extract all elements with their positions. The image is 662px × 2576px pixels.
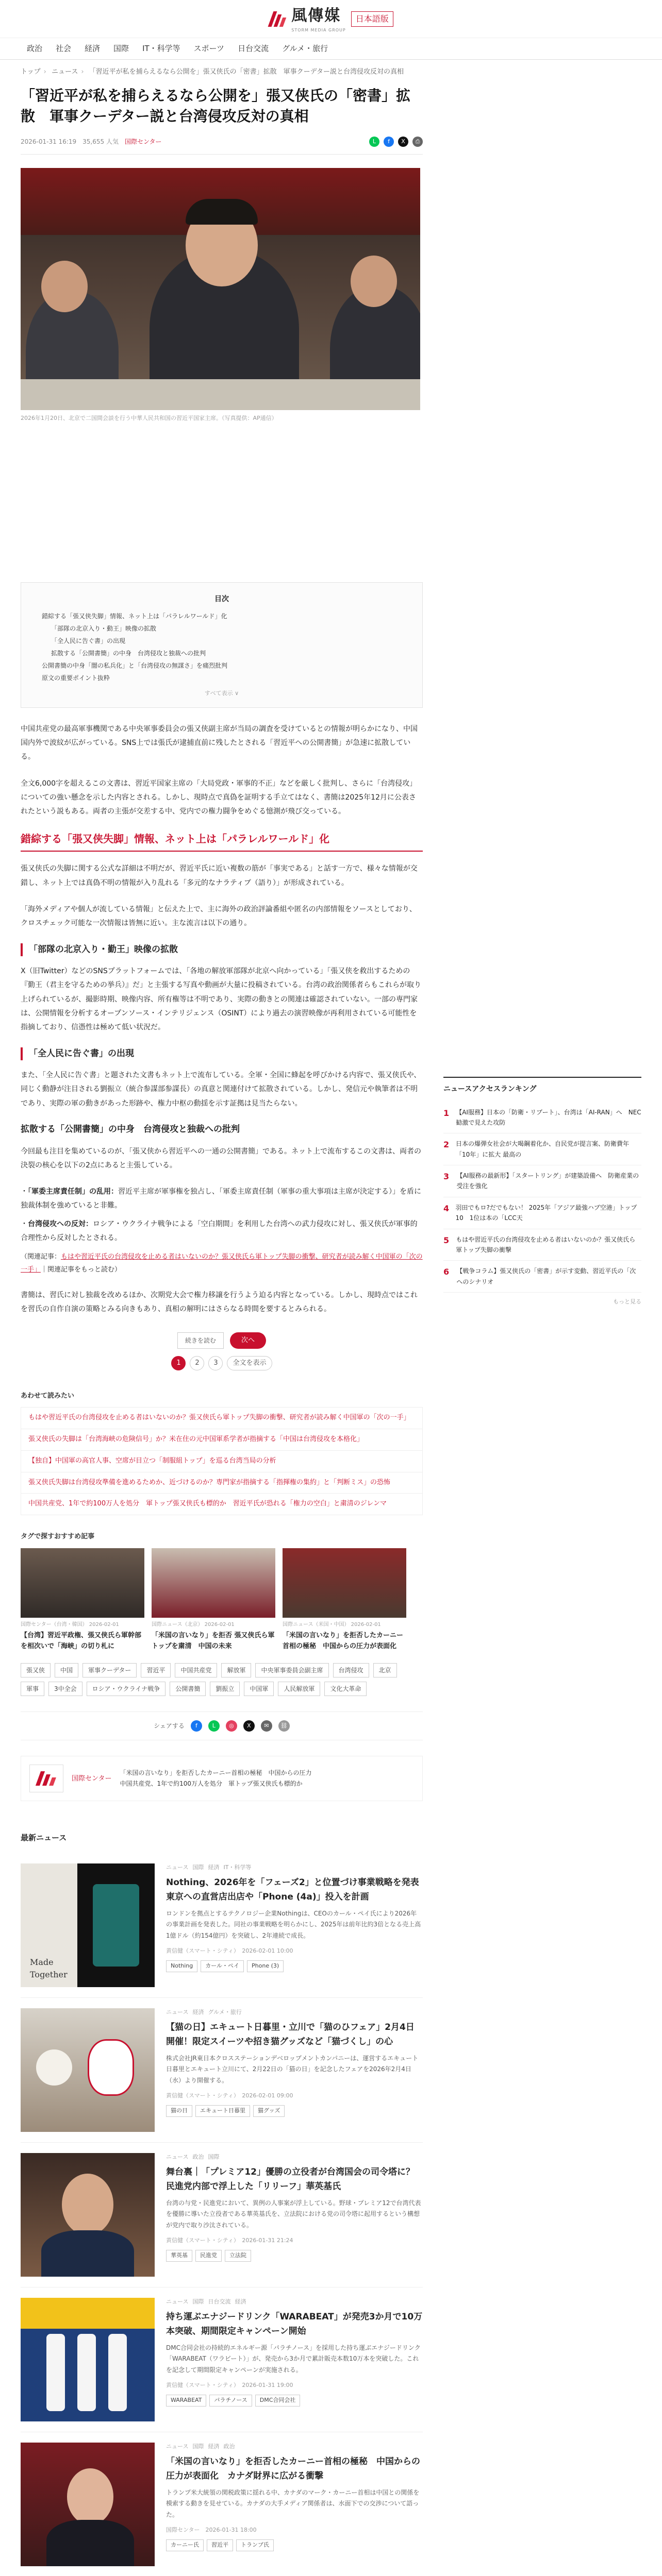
ranking-more-link[interactable]: もっと見る [613,1298,641,1306]
news-categories [166,2008,423,2017]
nav-item[interactable]: 社会 [56,44,72,54]
ranking-item[interactable]: 3 【AI服務の最新形】「スタートリング」が建築設備へ 防衛産業の受注を強化 [443,1165,641,1197]
ranking-text: 【AI服務】日本の「防衛・リブート」、台湾は「AI-RAN」へ NEC勧激で見えた攻防 [456,1108,641,1126]
news-tag[interactable]: Nothing [166,1960,197,1972]
author-box [21,1756,423,1801]
continue-row [21,1332,423,1349]
tag-feature-card[interactable] [283,1548,406,1652]
news-thumbnail [21,2153,155,2277]
nav-item[interactable]: IT・科学等 [142,44,180,54]
latest-news-label: 最新ニュース [21,1833,67,1843]
news-title[interactable]: Nothing、2026年を「フェーズ2」と位置づけ事業戦略を発表 東京への直営店出店や「Phone (4a)」投入を計画 [166,1877,428,1902]
tag[interactable]: 解放軍 [221,1663,251,1677]
card-title: 「米国の言いなり」を拒否 張又侠氏ら軍トップを粛清 中国の未来 [152,1631,275,1650]
article-paragraph: X（旧Twitter）などのSNSプラットフォームでは、「各地の解放軍部隊が北京へ向かっている」「張又侠を救出するための『勤王（君主を守るための挙兵）』だ」と主張する写真や動画が大量に投稿されている。台湾の政治関係者らもこれらが取り上げられているが、撮影時期、映像内容、所有権等は不明であり、実際の動きとの関連は確認されていない。一部の専門家は、公開情報を分析するオープンソース・インテリジェンス（OSINT）により過去の演習映像が再利用されている可能性を指摘しており、信憑性は極めて低い状況だ。 [21,967,421,1032]
article-paragraph: 書簡は、習氏に対し独裁を改めるほか、次期党大会で権力移譲を行うよう迫る内容となっている。しかし、現時点ではこれを習氏の自作自演の策略とみる向きもあり、真相の解明にはさらなる時間を要するとみられる。 [21,1291,418,1314]
link-copy-icon[interactable]: ⛓ [278,1720,290,1732]
news-categories [166,2153,423,2162]
news-summary: ロンドンを拠点とするテクノロジー企業Nothingは、CEOのカール・ペイ氏により2026年の事業計画を発表した。同社の事業戦略を明らかにし、2025年は前年比約3倍となる売上高1億ドル（約154億円）を突破し、2年連続で成長。 [166,1909,421,1939]
logo-subtext: STORM MEDIA GROUP [291,28,346,32]
tag-feature-cards [21,1548,423,1652]
card-category: 国際ニュース（米国・中国） 2026-02-01 [283,1621,381,1628]
tag-feature-label: タグで探すおすすめ記事 [21,1533,95,1541]
card-category: 国際センター（台湾・韓国） 2026-02-01 [21,1621,119,1628]
tag[interactable]: 張又侠 [21,1663,51,1677]
nav-item[interactable]: 国際 [113,44,129,54]
facebook-share-icon[interactable]: f [191,1720,202,1732]
news-category[interactable]: 経済 [192,2008,204,2015]
article-paragraph: また、「全人民に告ぐ書」と題された文書もネット上で流布している。全軍・全国に蜂起を呼びかける内容で、張又侠氏や、同じく動静が注目される劉振立（統合参謀部参謀長）の真意と関連付けて拡散されている。しかし、発信元や執筆者は不明であり、実際の軍の動きがあった形跡や、権力中枢の動揺を示す証拠は見当たらない。 [21,1071,421,1108]
article-views: 35,655 人気 [82,138,119,145]
tag[interactable]: 北京 [373,1663,397,1677]
news-meta: 黄信健（スマート・シティ） 2026-01-31 19:00 [166,2381,293,2388]
tag[interactable]: 劉振立 [210,1682,240,1696]
news-thumbnail: Made Together [21,1863,155,1987]
news-item[interactable] [21,1853,428,1998]
email-share-icon[interactable]: ✉ [261,1720,272,1732]
news-category[interactable]: ニュース [166,2298,189,2305]
bullet-item: ・「軍委主席責任制」の乱用：習近平主席が軍事権を独占し、「軍委主席責任制（軍事の重大事項は主席が決定する）」を盾に独裁体制を強めていると非難。 [21,1188,421,1210]
news-title[interactable]: 【猫の日】エキュート日暮里・立川で「猫のひフェア」2月4日開催！限定スイーツや招き猫グッズなど「猫づくし」の心 [166,2022,415,2047]
news-category[interactable]: グルメ・旅行 [208,2008,242,2015]
news-category[interactable]: ニュース [166,1863,189,1871]
hero-caption: 2026年1月20日、北京で二国間会談を行う中華人民共和国の習近平国家主席。（写真提供：AP通信） [21,414,277,421]
news-tag[interactable]: 民進党 [195,2250,222,2262]
tag[interactable]: 軍事 [21,1682,44,1696]
tag[interactable]: 文化大革命 [324,1682,367,1696]
breadcrumb-news[interactable]: ニュース [51,68,78,76]
bullet-body: 習近平主席が軍事権を独占し、「軍委主席責任制（軍事の重大事項は主席が決定する）」を盾に独裁体制を強めていると非難。 [21,1188,421,1210]
sidebar [443,77,641,2576]
news-category[interactable]: ニュース [166,2443,189,2450]
related-item[interactable]: 中国共産党、1年で約100万人を処分 軍トップ張又侠氏も標的か 習近平氏が恐れる「権力の空白」と粛清のジレンマ [28,1500,387,1508]
continue-label: 続きを読む [177,1332,224,1349]
card-category: 国際ニュース（北京） 2026-02-01 [152,1621,235,1628]
ranking-title: ニュースアクセスランキング [443,1084,537,1093]
toc-show-all[interactable]: すべて表示 ∨ [204,690,239,697]
show-all-pages-link[interactable]: 全文を表示 [227,1356,272,1370]
related-item[interactable]: もはや習近平氏の台湾侵攻を止める者はいないのか？張又侠氏ら軍トップ失脚の衝撃、研究者が読み解く中国軍の「次の一手」 [21,1408,422,1429]
news-meta: 黄信健（スマート・シティ） 2026-02-01 09:00 [166,2092,293,2099]
news-tag[interactable]: WARABEAT [166,2395,206,2406]
line-share-icon[interactable]: L [369,137,379,147]
toc-item[interactable]: 「部隊の北京入り・動王」映像の拡散 [51,625,157,633]
article-paragraph: 全文6,000字を超えるこの文書は、習近平国家主席の「大局党政・軍事的不正」などを厳しく批判し、さらに「台湾侵攻」についての強い懸念を示した内容とされる。しかし、現時点で真偽を証明する手立てはなく、書簡は2025年12月に公表されたという説もある。両者の主張が交差する中、党内での権力闘争をめぐる憶測が飛び交っている。 [21,779,417,816]
ad-space [21,422,423,582]
news-tag[interactable]: Phone (3) [247,1960,284,1972]
bullet-item: ・台湾侵攻への反対：ロシア・ウクライナ戦争による「空白期間」を利用した台湾への武力侵攻に対し、張又侠氏が軍事的合理性から反対したとされる。 [21,1220,418,1242]
breadcrumb-current: 「習近平が私を捕らえるなら公開を」張又侠氏の「密書」拡散 軍事クーデター説と台湾侵攻反対の真相 [89,68,404,76]
card-thumbnail [152,1548,275,1618]
breadcrumb: トップ › ニュース › 「習近平が私を捕らえるなら公開を」張又侠氏の「密書」拡散 軍事クーデター説と台湾侵攻反対の真相 [21,68,404,76]
news-tag[interactable]: DMC合同会社 [255,2395,301,2406]
toc-item[interactable]: 錯綜する「張又侠失脚」情報、ネット上は「パラレルワールド」化 [42,613,227,620]
news-tag[interactable]: 華英基 [166,2250,192,2262]
inline-related-label: （関連記事： [21,1252,61,1261]
news-summary: 株式会社JR東日本クロスステーションデベロップメントカンパニーは、運営するエキュート日暮里とエキュート立川にて、2月22日の「猫の日」を記念したフェアを2026年2月4日（水）より開催する。 [166,2054,419,2084]
news-summary: 台湾の与党・民進党において、異例の人事案が浮上している。野球・プレミア12で台湾代表を優勝に導いた立役者である華英基氏を、立法院における党の司令塔に起用するという構想が党内で取り沙汰されている。 [166,2199,421,2229]
toc-item[interactable]: 拡散する「公開書簡」の中身 台湾侵攻と独裁への批判 [51,650,206,657]
tag[interactable]: 台湾侵攻 [333,1663,369,1677]
news-tag[interactable]: 猫の日 [166,2105,192,2117]
ranking-text: 【AI服務の最新形】「スタートリング」が建築設備へ 防衛産業の受注を強化 [456,1172,639,1190]
news-title[interactable]: 持ち運ぶエナジードリンク「WARABEAT」が発売3か月で10万本突破、期間限定キャンペーン開始 [166,2312,423,2336]
hero-image [21,168,420,410]
toc-item[interactable]: 原文の重要ポイント抜粋 [42,674,110,682]
subsection-heading: 「全人民に告ぐ書」の出現 [21,1047,423,1061]
card-title: 【台湾】習近平政権、張又侠氏ら軍幹部を相次いで「海峡」の切り札に [21,1631,142,1650]
tag[interactable]: 中国 [55,1663,78,1677]
news-tags [166,2395,423,2406]
news-item[interactable] [21,1998,423,2143]
news-title[interactable]: 「米国の言いなり」を拒否したカーニー首相の極秘 中国からの圧力が表面化 カナダ財界に広がる衝撃 [166,2456,420,2481]
next-page-button[interactable]: 次へ [230,1332,266,1349]
author-logo-icon [29,1765,63,1792]
nav-item[interactable]: グルメ・旅行 [282,44,328,54]
news-meta: 国際センター 2026-01-31 18:00 [166,2526,257,2533]
news-tags [166,2539,423,2551]
edition-badge: 日本語版 [351,11,393,27]
bullet-list [21,1185,423,1245]
ranking-item[interactable]: 6 【戦争コラム】張又侠氏の「密書」が示す変動、習近平氏の「次へのシナリオ [443,1261,641,1293]
news-thumbnail [21,2008,155,2132]
author-name-link[interactable]: 国際センター [72,1774,112,1783]
news-meta: 黄信健（スマート・シティ） 2026-01-31 21:24 [166,2236,293,2244]
toc-item[interactable]: 「全人民に告ぐ書」の出現 [51,637,126,645]
tag[interactable]: 公開書簡 [170,1682,206,1696]
card-thumbnail [283,1548,406,1618]
subsection-heading: 「部隊の北京入り・勤王」映像の拡散 [21,943,423,957]
logo-text: 風傳媒 [291,7,341,25]
related-label: あわせて読みたい [21,1392,75,1400]
facebook-share-icon[interactable]: f [384,137,394,147]
page-link[interactable]: 1 [171,1356,186,1370]
nav-item[interactable]: 政治 [27,44,43,54]
news-meta: 黄信健（スマート・シティ） 2026-02-01 10:00 [166,1947,293,1954]
page-link[interactable]: 2 [190,1356,204,1370]
news-category[interactable]: 国際 [208,2153,220,2160]
news-summary: DMC合同会社の持続的エネルギー源「パラチノース」を採用した持ち運ぶエナジードリンク「WARABEAT（ワラビート）」が、発売から3か月で累計販売本数10万本を突破した。これを記念して期間限定キャンペーンが実施される。 [166,2344,421,2374]
related-item[interactable]: 張又侠氏の失脚は「台湾海峡の危険信号」か？米在住の元中国軍系学者が指摘する「中国は台湾侵攻を本格化」 [21,1429,422,1451]
table-of-contents [21,582,423,708]
news-tag[interactable]: 猫グッズ [253,2105,285,2117]
main-nav [0,38,662,60]
news-tag[interactable]: パラチノース [209,2395,252,2406]
news-summary: トランプ米大統領の関税政策に揺れる中、カナダのマーク・カーニー首相は中国との関係を模索する動きを見せている。カナダの大手メディア関係者は、水面下での交渉について語った。 [166,2488,420,2518]
site-header [0,0,662,38]
ranking-widget [443,1077,641,1307]
author-article-link[interactable]: 中国共産党、1年で約100万人を処分 軍トップ張又侠氏も標的か [120,1780,303,1788]
news-tag[interactable]: カーニー氏 [166,2539,204,2551]
ranking-item[interactable]: 5 もはや習近平氏の台湾侵攻を止める者はいないのか？張又侠氏ら軍トップ失脚の衝撃 [443,1229,641,1261]
ranking-item[interactable]: 1 【AI服務】日本の「防衛・リブート」、台湾は「AI-RAN」へ NEC勧激で見えた攻防 [443,1102,641,1134]
tag-list [21,1663,423,1696]
toc-title: 目次 [214,595,229,604]
section-heading: 錯綜する「張又侠失脚」情報、ネット上は「パラレルワールド」化 [21,831,423,852]
nav-item[interactable]: 経済 [85,44,101,54]
article-paragraph: 中国共産党の最高軍事機関である中央軍事委員会の張又侠副主席が当局の調査を受けているとの情報が明らかになり、中国国内外で波紋が広がっている。SNS上では張氏が逮捕直前に残したとされる「習近平への公開書簡」が急速に拡散している。 [21,724,418,761]
related-list [21,1407,423,1515]
nav-item[interactable]: 日台交流 [238,44,269,54]
news-tag[interactable]: 立法院 [225,2250,251,2262]
author-article-link[interactable]: 「米国の言いなり」を拒否したカーニー首相の極秘 中国からの圧力 [120,1769,312,1776]
line-share-icon[interactable]: L [208,1720,220,1732]
news-category[interactable]: 国際 [192,2298,204,2305]
site-logo[interactable] [269,4,393,33]
tag[interactable]: ロシア・ウクライナ戦争 [87,1682,166,1696]
card-thumbnail [21,1548,144,1618]
article-title: 「習近平が私を捕らえるなら公開を」張又侠氏の「密書」拡散 軍事クーデター説と台湾侵攻反対の真相 [21,87,411,125]
article-paragraph: 今回最も注目を集めているのが、「張又侠から習近平への一通の公開書簡」である。ネット上で流布するこの文書は、両者の決裂の核心を以下の2点にあると主張している。 [21,1147,421,1170]
subsection-heading: 拡散する「公開書簡」の中身 台湾侵攻と独裁への批判 [21,1124,240,1135]
logo-mark-icon [269,10,286,28]
news-tag[interactable]: 習近平 [207,2539,233,2551]
news-category[interactable]: ニュース [166,2153,189,2160]
news-category[interactable]: 政治 [223,2443,235,2450]
inline-related-link[interactable]: もはや習近平氏の台湾侵攻を止める者はいないのか？張又侠氏ら軍トップ失脚の衝撃、研究者が読み解く中国軍の「次の一手」 [21,1252,423,1274]
news-category[interactable]: 国際 [192,1863,204,1871]
pagination [21,1356,423,1370]
x-share-icon[interactable]: X [243,1720,255,1732]
nav-item[interactable]: スポーツ [193,44,225,54]
news-category[interactable]: 経済 [208,1863,220,1871]
instagram-share-icon[interactable]: ◎ [226,1720,237,1732]
x-share-icon[interactable]: X [398,137,408,147]
ranking-item[interactable]: 2 日本の爆弾女社会が大喝鋼着化か、自民党が提言案、防衛費年「10年」に拡大 最高の [443,1133,641,1165]
ranking-text: もはや習近平氏の台湾侵攻を止める者はいないのか？張又侠氏ら軍トップ失脚の衝撃 [456,1235,636,1254]
article-paragraph: 「海外メディアや個人が流している情報」と伝えた上で、主に海外の政治評論番組や匿名の内部情報をソースとしており、クロスチェック可能な一次情報は皆無に近い。主な流言は以下の通り。 [21,905,417,928]
tag-feature-card[interactable] [152,1548,275,1652]
news-category[interactable]: 国際 [192,2443,204,2450]
news-tag[interactable]: エキュート日暮里 [195,2105,250,2117]
breadcrumb-home[interactable]: トップ [21,68,41,76]
tag[interactable]: 軍事クーデター [82,1663,137,1677]
tag[interactable]: 中国軍 [244,1682,274,1696]
news-tag[interactable]: トランプ氏 [236,2539,274,2551]
bullet-head: 「軍委主席責任制」の乱用： [28,1188,118,1196]
news-category[interactable]: ニュース [166,2008,189,2015]
ranking-text: 日本の爆弾女社会が大喝鋼着化か、自民党が提言案、防衛費年「10年」に拡大 最高の [456,1140,630,1158]
news-categories [166,2298,423,2307]
news-item[interactable] [21,2143,423,2287]
share-bar [21,1711,423,1740]
bullet-body: ロシア・ウクライナ戦争による「空白期間」を利用した台湾への武力侵攻に対し、張又侠氏が軍事的合理性から反対したとされる。 [21,1220,418,1242]
inline-related [21,1250,423,1277]
article-date: 2026-01-31 16:19 [21,138,77,145]
ranking-item[interactable]: 4 羽田でもロ?だでもない！ 2025年「アジア最強ハブ空港」トップ10 1位は本の「LCC天 [443,1197,641,1229]
tag[interactable]: 習近平 [141,1663,171,1677]
news-categories [166,1863,423,1872]
ranking-text: 【戦争コラム】張又侠氏の「密書」が示す変動、習近平氏の「次へのシナリオ [456,1267,636,1285]
news-tags [166,1960,423,1972]
news-tags [166,2250,423,2262]
author-articles [120,1768,311,1790]
article-meta [21,137,423,155]
tag[interactable]: 中国共産党 [175,1663,217,1677]
tag[interactable]: 中央軍事委員会副主席 [255,1663,328,1677]
share-label: シェアする [154,1722,185,1730]
news-tag[interactable]: カール・ペイ [201,1960,244,1972]
inline-related-end[interactable]: ｜関連記事をもっと読む） [41,1265,122,1274]
print-icon[interactable]: ⎙ [412,137,423,147]
news-category[interactable]: IT・科学等 [223,1863,252,1871]
page-link[interactable]: 3 [208,1356,223,1370]
news-thumbnail [21,2443,155,2566]
toc-item[interactable]: 公開書簡の中身「闇の私兵化」と「台湾侵攻の無謀さ」を痛烈批判 [42,662,228,670]
tag[interactable]: 人民解放軍 [278,1682,320,1696]
article-main [21,77,428,2576]
news-title[interactable]: 舞台裏｜「プレミア12」優勝の立役者が台湾国会の司令塔に？民進党内部で浮上した「リリーフ」華英基氏 [166,2167,415,2192]
news-category[interactable]: 日台交流 [208,2298,231,2305]
tag-feature-card[interactable] [21,1548,144,1652]
article-paragraph: 張又侠氏の失脚に関する公式な詳細は不明だが、習近平氏に近い複数の筋が「事実である」と話す一方で、様々な情報が交錯し、ネット上では真偽不明の情報が入り乱れる「多元的なナラティブ（語り）」が形成されている。 [21,865,418,887]
card-title: 「米国の言いなり」を拒否したカーニー首相の極秘 中国からの圧力が表面化 [283,1631,404,1650]
news-categories [166,2443,423,2451]
news-category[interactable]: 政治 [192,2153,204,2160]
article-author[interactable]: 国際センター [124,138,162,145]
share-top [369,137,423,147]
bullet-head: 台湾侵攻への反対： [28,1220,93,1229]
related-item[interactable]: 張又侠氏失脚は台湾侵攻準備を進めるためか、近づけるのか？専門家が指摘する「指揮権の集約」と「判断ミス」の恐怖 [21,1472,422,1494]
news-thumbnail [21,2298,155,2421]
related-item[interactable]: 【独自】中国軍の高官人事、空席が目立つ「制服組トップ」を巡る台湾当局の分析 [21,1451,422,1472]
tag[interactable]: 3中全会 [48,1682,82,1696]
news-tags [166,2105,423,2117]
news-category[interactable]: 経済 [208,2443,220,2450]
news-item[interactable] [21,2432,423,2576]
news-category[interactable]: 経済 [235,2298,246,2305]
ranking-text: 羽田でもロ?だでもない！ 2025年「アジア最強ハブ空港」トップ10 1位は本の「LCC天 [455,1204,637,1222]
news-item[interactable] [21,2287,423,2432]
